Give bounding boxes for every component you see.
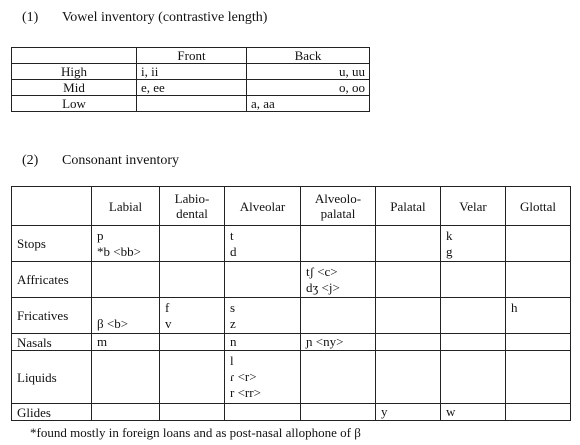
segment: ɲ <ny> (306, 334, 344, 349)
vowel-header-row (12, 48, 370, 64)
header-line: Labial (108, 198, 143, 214)
segment: m (97, 334, 108, 349)
consonant-cell (301, 226, 376, 262)
vowel-row-label: Mid (12, 80, 137, 96)
consonant-cell (225, 226, 301, 262)
vowel-cell-back: u, uu (247, 64, 370, 80)
consonant-cell (160, 226, 225, 262)
consonant-header-cell (12, 187, 92, 226)
segment: tʃ <c> (306, 263, 338, 279)
consonant-cell (160, 298, 225, 334)
vowel-row-label: High (12, 64, 137, 80)
cell-stack (306, 264, 370, 296)
consonant-cell (506, 351, 571, 404)
consonant-cell (376, 404, 441, 421)
footnote: *found mostly in foreign loans and as post-nasal allophone of β (30, 425, 361, 440)
consonant-cell (506, 226, 571, 262)
cell-stack (511, 300, 565, 332)
cell-stack (165, 300, 219, 332)
consonant-cell (160, 404, 225, 421)
vowel-row-label: Low (12, 96, 137, 112)
consonant-cell (441, 351, 506, 404)
section-1-number: (1) (22, 10, 39, 25)
consonant-cell (92, 351, 160, 404)
consonant-cell (225, 404, 301, 421)
header-line: Alveolo- (314, 191, 362, 206)
consonant-cell (301, 262, 376, 298)
consonant-cell (225, 298, 301, 334)
consonant-cell (160, 262, 225, 298)
cell-stack (230, 228, 295, 260)
cell-stack (230, 334, 295, 350)
consonant-cell (376, 226, 441, 262)
segment: β <b> (97, 315, 129, 331)
segment: g (446, 243, 453, 259)
consonant-row-label: Liquids (12, 351, 92, 404)
consonant-row-label: Nasals (12, 334, 92, 351)
section-1-heading (22, 10, 267, 25)
segment: ɾ <r> (230, 369, 257, 384)
cell-stack (97, 300, 154, 332)
segment: y (381, 404, 388, 419)
vowel-row-mid (12, 80, 370, 96)
segment: f (165, 299, 170, 315)
header-line: dental (176, 206, 208, 221)
consonant-row (12, 351, 571, 404)
consonant-cell (506, 334, 571, 351)
consonant-cell (92, 262, 160, 298)
consonant-cell (506, 262, 571, 298)
vowel-header-back: Back (247, 48, 370, 64)
vowel-header-empty (12, 48, 137, 64)
cell-stack (97, 334, 154, 350)
vowel-inventory-table (11, 47, 370, 112)
segment: k (446, 227, 453, 243)
segment (97, 300, 154, 316)
header-line: Labio- (174, 191, 210, 206)
header-line: Alveolar (239, 198, 286, 214)
consonant-cell (92, 298, 160, 334)
segment: t (230, 227, 234, 243)
consonant-cell (225, 351, 301, 404)
segment: n (230, 334, 237, 349)
consonant-inventory-table (11, 186, 571, 421)
consonant-cell (160, 334, 225, 351)
consonant-row (12, 298, 571, 334)
segment: p (97, 227, 104, 243)
consonant-cell (301, 404, 376, 421)
consonant-row-label: Fricatives (12, 298, 92, 334)
segment: r <rr> (230, 385, 261, 400)
section-2-number: (2) (22, 153, 39, 168)
consonant-cell (92, 334, 160, 351)
consonant-header-cell (376, 187, 441, 226)
header-line: Velar (459, 198, 487, 214)
vowel-cell-front: i, ii (137, 64, 247, 80)
consonant-cell (92, 226, 160, 262)
vowel-cell-central: a, aa (247, 96, 370, 112)
cell-stack (306, 334, 370, 350)
segment: s (230, 299, 236, 315)
consonant-row-label: Glides (12, 404, 92, 421)
consonant-row (12, 334, 571, 351)
vowel-header-front: Front (137, 48, 247, 64)
consonant-cell (441, 298, 506, 334)
consonant-header-cell (441, 187, 506, 226)
consonant-header-cell (301, 187, 376, 226)
vowel-row-low (12, 96, 370, 112)
consonant-row-label: Stops (12, 226, 92, 262)
consonant-row-label: Affricates (12, 262, 92, 298)
consonant-cell (376, 334, 441, 351)
vowel-row-high (12, 64, 370, 80)
section-1-title: Vowel inventory (contrastive length) (62, 10, 268, 25)
cell-stack (381, 404, 435, 420)
cell-stack (97, 228, 154, 260)
consonant-cell (441, 404, 506, 421)
consonant-cell (301, 334, 376, 351)
consonant-cell (376, 298, 441, 334)
consonant-cell (225, 262, 301, 298)
segment: v (165, 315, 172, 331)
segment: w (446, 404, 456, 419)
segment: h (511, 299, 518, 315)
segment (511, 316, 565, 332)
consonant-row (12, 226, 571, 262)
consonant-cell (376, 351, 441, 404)
consonant-header-cell (225, 187, 301, 226)
consonant-cell (441, 334, 506, 351)
segment: *b <bb> (97, 243, 141, 259)
cell-stack (446, 404, 500, 420)
vowel-cell-front: e, ee (137, 80, 247, 96)
consonant-header-row (12, 187, 571, 226)
cell-stack (446, 228, 500, 260)
consonant-cell (301, 298, 376, 334)
consonant-cell (441, 262, 506, 298)
header-line: palatal (320, 206, 356, 221)
section-2-heading (22, 153, 179, 168)
consonant-cell (506, 404, 571, 421)
cell-stack (230, 353, 295, 401)
consonant-header-cell (92, 187, 160, 226)
vowel-cell-back: o, oo (247, 80, 370, 96)
segment: d (230, 243, 237, 259)
cell-stack (230, 300, 295, 332)
header-line: Glottal (519, 198, 557, 214)
consonant-cell (506, 298, 571, 334)
segment: z (230, 315, 236, 331)
segment: l (230, 353, 234, 368)
section-2-title: Consonant inventory (62, 153, 180, 168)
consonant-header-cell (506, 187, 571, 226)
header-line: Palatal (390, 198, 426, 214)
consonant-header-cell (160, 187, 225, 226)
consonant-cell (301, 351, 376, 404)
consonant-cell (376, 262, 441, 298)
consonant-cell (160, 351, 225, 404)
consonant-row (12, 262, 571, 298)
vowel-cell-front (137, 96, 247, 112)
consonant-cell (92, 404, 160, 421)
consonant-cell (225, 334, 301, 351)
consonant-cell (441, 226, 506, 262)
segment: dʒ <j> (306, 279, 340, 295)
consonant-row (12, 404, 571, 421)
